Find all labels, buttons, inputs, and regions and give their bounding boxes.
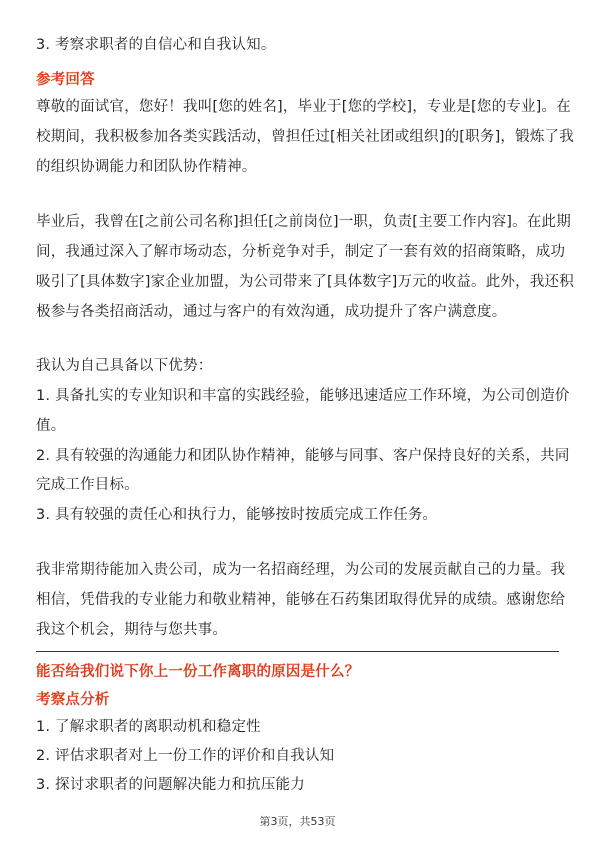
strength-line: 值。 xyxy=(36,418,66,434)
analysis-point: 1. 了解求职者的离职动机和稳定性 xyxy=(36,719,261,735)
page-number: 第3页，共53页 xyxy=(259,815,336,828)
analysis-point: 2. 评估求职者对上一份工作的评价和自我认知 xyxy=(36,748,335,764)
strength-line: 完成工作目标。 xyxy=(36,477,139,493)
prev-point-item: 3. 考察求职者的自信心和自我认知。 xyxy=(36,37,276,53)
paragraph-line: 尊敬的面试官，您好！我叫[您的姓名]，毕业于[您的学校]，专业是[您的专业]。在 xyxy=(36,99,571,115)
closing-line: 我这个机会，期待与您共事。 xyxy=(36,622,228,638)
paragraph-line: 吸引了[具体数字]家企业加盟，为公司带来了[具体数字]万元的收益。此外，我还积 xyxy=(36,274,574,290)
answer-heading: 参考回答 xyxy=(36,72,95,88)
closing-line: 我非常期待能加入贵公司，成为一名招商经理，为公司的发展贡献自己的力量。我 xyxy=(36,562,566,578)
analysis-point: 3. 探讨求职者的问题解决能力和抗压能力 xyxy=(36,777,305,793)
paragraph-line: 毕业后，我曾在[之前公司名称]担任[之前岗位]一职，负责[主要工作内容]。在此期 xyxy=(36,214,571,230)
analysis-heading: 考察点分析 xyxy=(36,692,110,708)
strength-line: 3. 具有较强的责任心和执行力，能够按时按质完成工作任务。 xyxy=(36,507,438,523)
paragraph-line: 极参与各类招商活动，通过与客户的有效沟通，成功提升了客户满意度。 xyxy=(36,304,507,320)
section-divider xyxy=(36,651,559,652)
question-heading: 能否给我们说下你上一份工作离职的原因是什么？ xyxy=(36,664,360,680)
paragraph-line: 间，我通过深入了解市场动态，分析竞争对手，制定了一套有效的招商策略，成功 xyxy=(36,244,566,260)
strengths-intro: 我认为自己具备以下优势： xyxy=(36,358,213,374)
strength-line: 1. 具备扎实的专业知识和丰富的实践经验，能够迅速适应工作环境，为公司创造价 xyxy=(36,388,570,404)
closing-line: 相信，凭借我的专业能力和敬业精神，能够在石药集团取得优异的成绩。感谢您给 xyxy=(36,592,566,608)
strength-line: 2. 具有较强的沟通能力和团队协作精神，能够与同事、客户保持良好的关系，共同 xyxy=(36,448,570,464)
paragraph-line: 校期间，我积极参加各类实践活动，曾担任过[相关社团或组织]的[职务]，锻炼了我 xyxy=(36,129,574,145)
paragraph-line: 的组织协调能力和团队协作精神。 xyxy=(36,159,257,175)
